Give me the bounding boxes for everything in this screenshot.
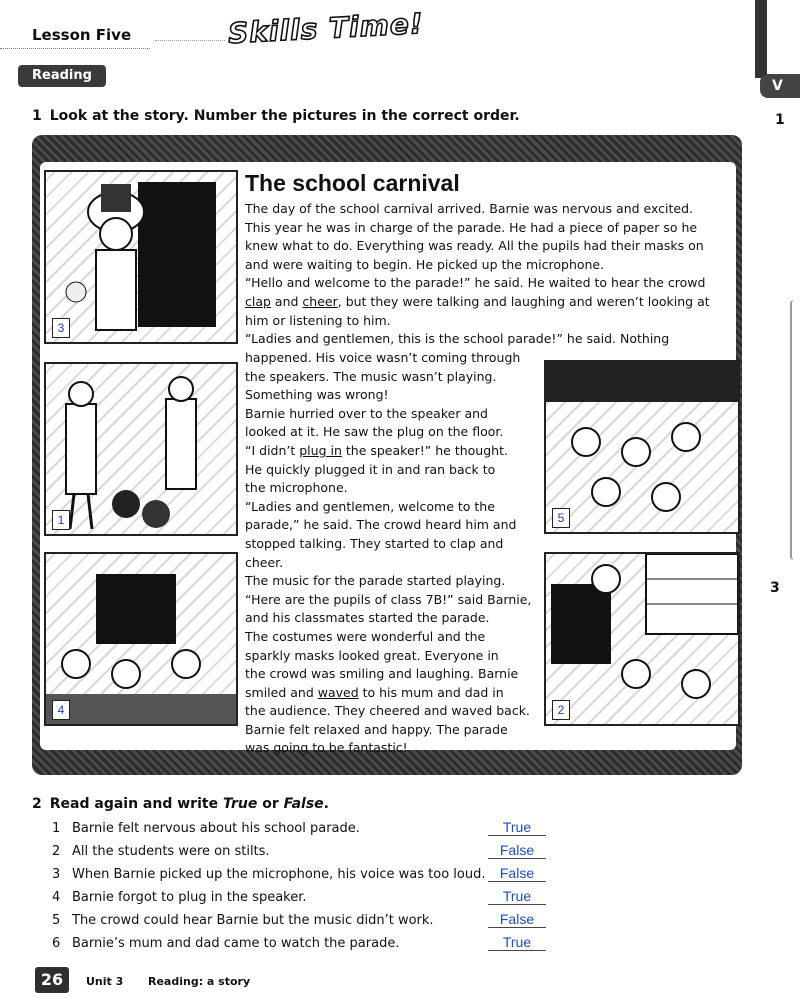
exercise-instruction: or <box>257 796 284 812</box>
story-line: the audience. They cheered and waved back. <box>245 703 530 719</box>
statement-text: The crowd could hear Barnie but the music didn’t work. <box>72 913 434 928</box>
title-rule <box>0 48 150 49</box>
story-line: knew what to do. Everything was ready. All the pupils had their masks on <box>245 238 704 254</box>
footer-unit: Unit 3 <box>86 975 124 988</box>
story-picture <box>44 362 238 536</box>
story-fragment: smiled and <box>245 684 318 700</box>
story-title: The school carnival <box>245 170 460 196</box>
story-fragment: “I didn’t <box>245 442 300 458</box>
vocab-clap: clap <box>245 293 271 309</box>
story-line: The costumes were wonderful and the <box>245 628 486 644</box>
answer-field[interactable]: True <box>488 819 546 836</box>
story-line: happened. His voice wasn’t coming through <box>245 350 521 365</box>
statement-number: 1 <box>52 821 61 836</box>
page-edge-bar <box>755 0 767 78</box>
story-line: the speakers. The music wasn’t playing. <box>245 368 497 384</box>
story-line <box>245 684 545 703</box>
story-picture <box>44 170 238 344</box>
exercise-instruction: . <box>323 796 329 812</box>
story-line: This year he was in charge of the parade. He had a piece of paper so he <box>245 219 698 235</box>
statement-number: 3 <box>52 867 61 882</box>
story-line: parade,” he said. The crowd heard him and <box>245 517 517 533</box>
story-line: sparkly masks looked great. Everyone in <box>245 647 499 663</box>
picture-number: 2 <box>552 700 570 720</box>
story-fragment: and <box>270 293 303 309</box>
answer-field[interactable]: False <box>488 865 546 882</box>
statement-text: Barnie’s mum and dad came to watch the parade. <box>72 936 400 951</box>
page-edge-number: 3 <box>770 580 780 596</box>
story-text-column <box>245 349 545 758</box>
story-text-top <box>245 200 721 349</box>
statement-row <box>52 821 360 836</box>
picture-number: 1 <box>52 510 70 530</box>
page-edge-number: 1 <box>775 112 785 128</box>
story-line: him or listening to him. <box>245 312 391 328</box>
footer-section: Reading: a story <box>148 975 251 988</box>
statement-number: 6 <box>52 936 61 951</box>
header-dots <box>155 40 225 41</box>
picture-illustration <box>46 554 236 724</box>
statement-row <box>52 844 270 859</box>
picture-number: 3 <box>52 318 70 338</box>
picture-number: 5 <box>552 508 570 528</box>
story-line <box>245 442 545 461</box>
statement-text: When Barnie picked up the microphone, his voice was too loud. <box>72 867 486 882</box>
story-line: was going to be fantastic! <box>245 740 408 756</box>
story-picture <box>44 552 238 726</box>
word-false: False <box>283 796 324 812</box>
story-line: He quickly plugged it in and ran back to <box>245 461 496 477</box>
story-fragment: to his mum and dad in <box>358 684 504 700</box>
word-true: True <box>222 796 258 812</box>
statement-number: 5 <box>52 913 61 928</box>
story-line: looked at it. He saw the plug on the floor. <box>245 424 504 440</box>
exercise-number: 2 <box>32 796 42 812</box>
story-line: the microphone. <box>245 480 348 496</box>
story-line: and were waiting to begin. He picked up the microphone. <box>245 256 605 272</box>
picture-number: 4 <box>52 700 70 720</box>
page-edge-curve <box>790 300 798 560</box>
statement-number: 2 <box>52 844 61 859</box>
story-line: “Here are the pupils of class 7B!” said Barnie, <box>245 591 532 607</box>
story-line <box>245 293 721 312</box>
picture-illustration <box>46 172 236 342</box>
story-line: The music for the parade started playing. <box>245 573 506 589</box>
exercise-instruction: Look at the story. Number the pictures in the correct order. <box>49 108 520 124</box>
exercise-instruction: Read again and write <box>49 796 223 812</box>
page-edge-tab: V <box>760 74 800 98</box>
answer-field[interactable]: True <box>488 888 546 905</box>
story-line: Barnie hurried over to the speaker and <box>245 405 488 421</box>
exercise-number: 1 <box>32 108 42 124</box>
story-line: “Hello and welcome to the parade!” he said. He waited to hear the crowd <box>245 275 706 291</box>
vocab-cheer: cheer <box>302 293 338 309</box>
statement-row <box>52 936 399 951</box>
story-picture <box>544 552 740 726</box>
vocab-plug-in: plug in <box>299 442 342 458</box>
picture-illustration <box>46 364 236 534</box>
statement-row <box>52 867 486 882</box>
exercise-1-heading <box>32 108 520 124</box>
lesson-title: Lesson Five <box>32 26 132 44</box>
statement-text: Barnie felt nervous about his school parade. <box>72 821 360 836</box>
story-fragment: , but they were talking and laughing and weren’t looking at <box>337 293 710 309</box>
answer-field[interactable]: False <box>488 842 546 859</box>
statement-text: Barnie forgot to plug in the speaker. <box>72 890 307 905</box>
reading-section-badge: Reading <box>18 65 106 87</box>
vocab-waved: waved <box>317 684 359 700</box>
story-line: “Ladies and gentlemen, welcome to the <box>245 498 495 514</box>
answer-field[interactable]: False <box>488 911 546 928</box>
picture-illustration <box>546 554 738 724</box>
page-number: 26 <box>35 967 69 993</box>
story-fragment: the speaker!” he thought. <box>341 442 508 458</box>
picture-illustration <box>546 362 738 532</box>
statement-number: 4 <box>52 890 61 905</box>
story-picture <box>544 360 740 534</box>
answer-field[interactable]: True <box>488 934 546 951</box>
skills-time-logo: Skills Time! <box>227 6 425 51</box>
story-line: the crowd was smiling and laughing. Barnie <box>245 666 519 682</box>
story-line: Barnie felt relaxed and happy. The parade <box>245 721 508 737</box>
story-line: stopped talking. They started to clap and cheer. <box>245 535 504 570</box>
statement-row <box>52 913 434 928</box>
statement-text: All the students were on stilts. <box>72 844 270 859</box>
story-line: “Ladies and gentlemen, this is the school parade!” he said. Nothing <box>245 331 670 347</box>
story-line: The day of the school carnival arrived. Barnie was nervous and excited. <box>245 201 694 216</box>
story-line: and his classmates started the parade. <box>245 610 490 626</box>
statement-row <box>52 890 307 905</box>
exercise-2-heading <box>32 796 329 812</box>
story-line: Something was wrong! <box>245 387 389 403</box>
